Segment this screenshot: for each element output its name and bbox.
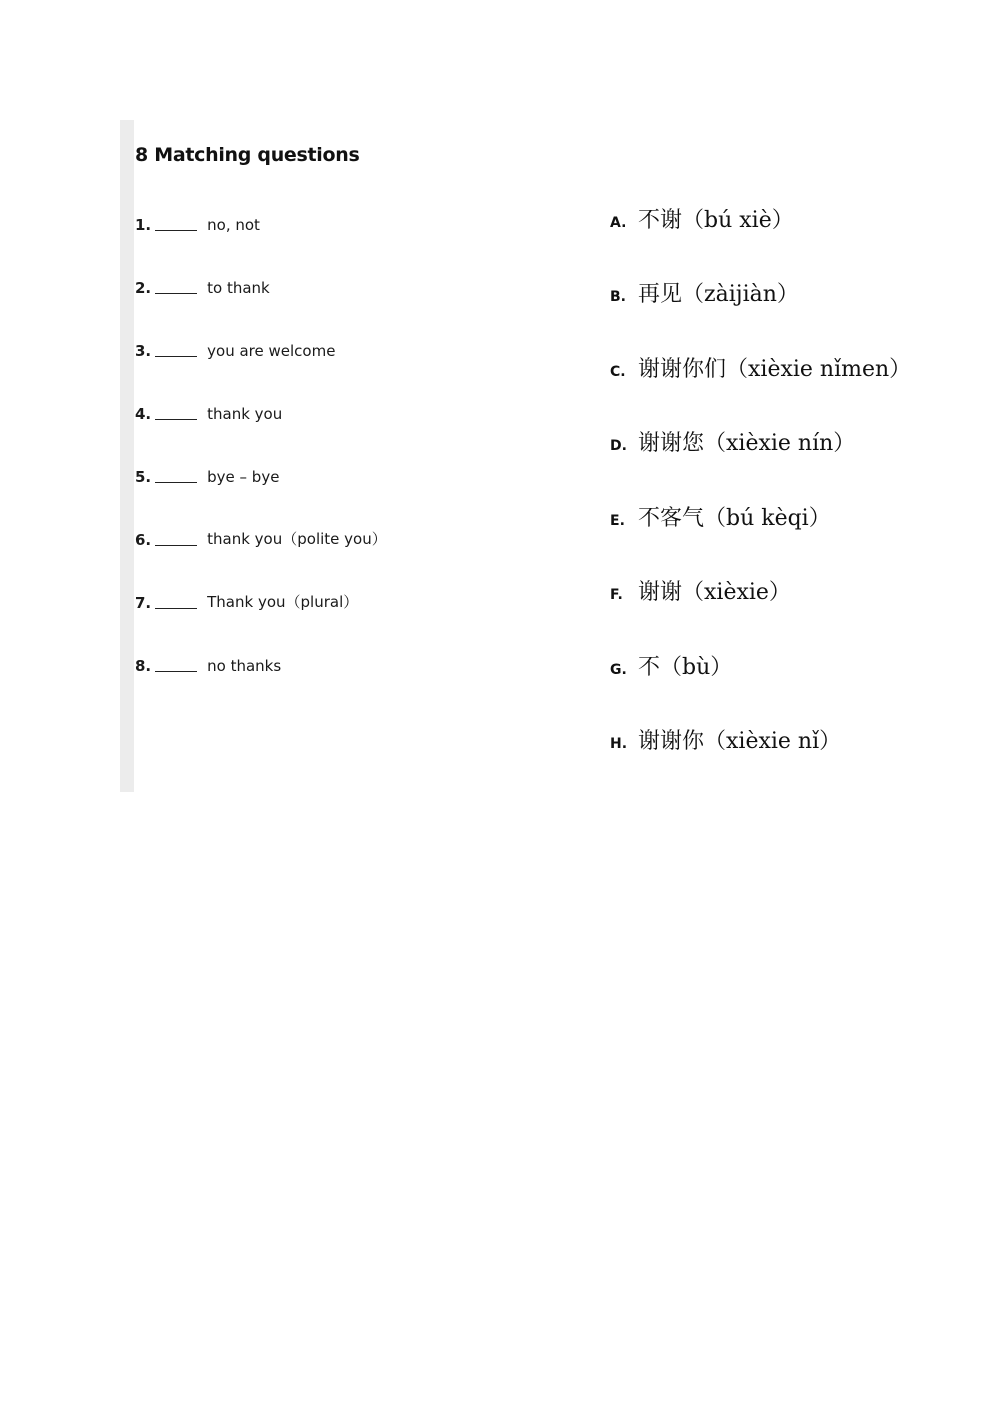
option-h bbox=[610, 721, 841, 755]
option-d bbox=[610, 423, 855, 457]
question-text: bye – bye bbox=[207, 468, 280, 486]
option-letter: A. bbox=[610, 215, 627, 231]
question-number: 1. bbox=[135, 216, 152, 234]
option-letter: D. bbox=[610, 438, 627, 454]
option-text: 谢谢您（xièxie nín） bbox=[638, 431, 856, 456]
option-text: 谢谢你（xièxie nǐ） bbox=[638, 729, 842, 754]
question-number: 2. bbox=[135, 279, 152, 297]
option-text: 不客气（bú kèqi） bbox=[638, 506, 831, 531]
question-number: 8. bbox=[135, 657, 152, 675]
option-c bbox=[610, 349, 911, 383]
question-4 bbox=[135, 399, 282, 423]
question-number: 7. bbox=[135, 594, 152, 612]
question-number: 3. bbox=[135, 342, 152, 360]
option-letter: G. bbox=[610, 662, 627, 678]
question-text: Thank you（plural） bbox=[207, 593, 359, 611]
option-e bbox=[610, 498, 831, 532]
option-text: 再见（zàijiàn） bbox=[638, 282, 799, 307]
question-text: no, not bbox=[207, 216, 260, 234]
question-text: no thanks bbox=[207, 657, 282, 675]
question-text: to thank bbox=[207, 279, 270, 297]
question-text: thank you（polite you） bbox=[207, 530, 387, 548]
question-6 bbox=[135, 525, 387, 549]
answer-blank[interactable] bbox=[155, 544, 197, 546]
question-number: 6. bbox=[135, 531, 152, 549]
question-1 bbox=[135, 210, 260, 234]
option-g bbox=[610, 647, 732, 681]
option-b bbox=[610, 274, 799, 308]
answer-blank[interactable] bbox=[155, 670, 197, 672]
option-letter: F. bbox=[610, 587, 623, 603]
option-text: 不谢（bú xiè） bbox=[638, 208, 794, 233]
answer-blank[interactable] bbox=[155, 481, 197, 483]
option-letter: C. bbox=[610, 364, 626, 380]
option-text: 不（bù） bbox=[638, 655, 733, 680]
option-letter: H. bbox=[610, 736, 628, 752]
option-letter: E. bbox=[610, 513, 625, 529]
option-letter: B. bbox=[610, 289, 626, 305]
answer-blank[interactable] bbox=[155, 292, 197, 294]
option-f bbox=[610, 572, 791, 606]
answer-blank[interactable] bbox=[155, 229, 197, 231]
left-margin-bar bbox=[120, 120, 134, 792]
question-number: 4. bbox=[135, 405, 152, 423]
option-a bbox=[610, 200, 794, 234]
question-3 bbox=[135, 336, 335, 360]
question-number: 5. bbox=[135, 468, 152, 486]
question-5 bbox=[135, 462, 279, 486]
section-title: 8 Matching questions bbox=[135, 144, 360, 166]
answer-blank[interactable] bbox=[155, 355, 197, 357]
answer-blank[interactable] bbox=[155, 418, 197, 420]
question-8 bbox=[135, 651, 281, 675]
question-2 bbox=[135, 273, 270, 297]
option-text: 谢谢（xièxie） bbox=[638, 580, 791, 605]
question-text: thank you bbox=[207, 405, 283, 423]
question-7 bbox=[135, 588, 358, 612]
answer-blank[interactable] bbox=[155, 607, 197, 609]
question-text: you are welcome bbox=[207, 342, 336, 360]
option-text: 谢谢你们（xièxie nǐmen） bbox=[638, 357, 912, 382]
